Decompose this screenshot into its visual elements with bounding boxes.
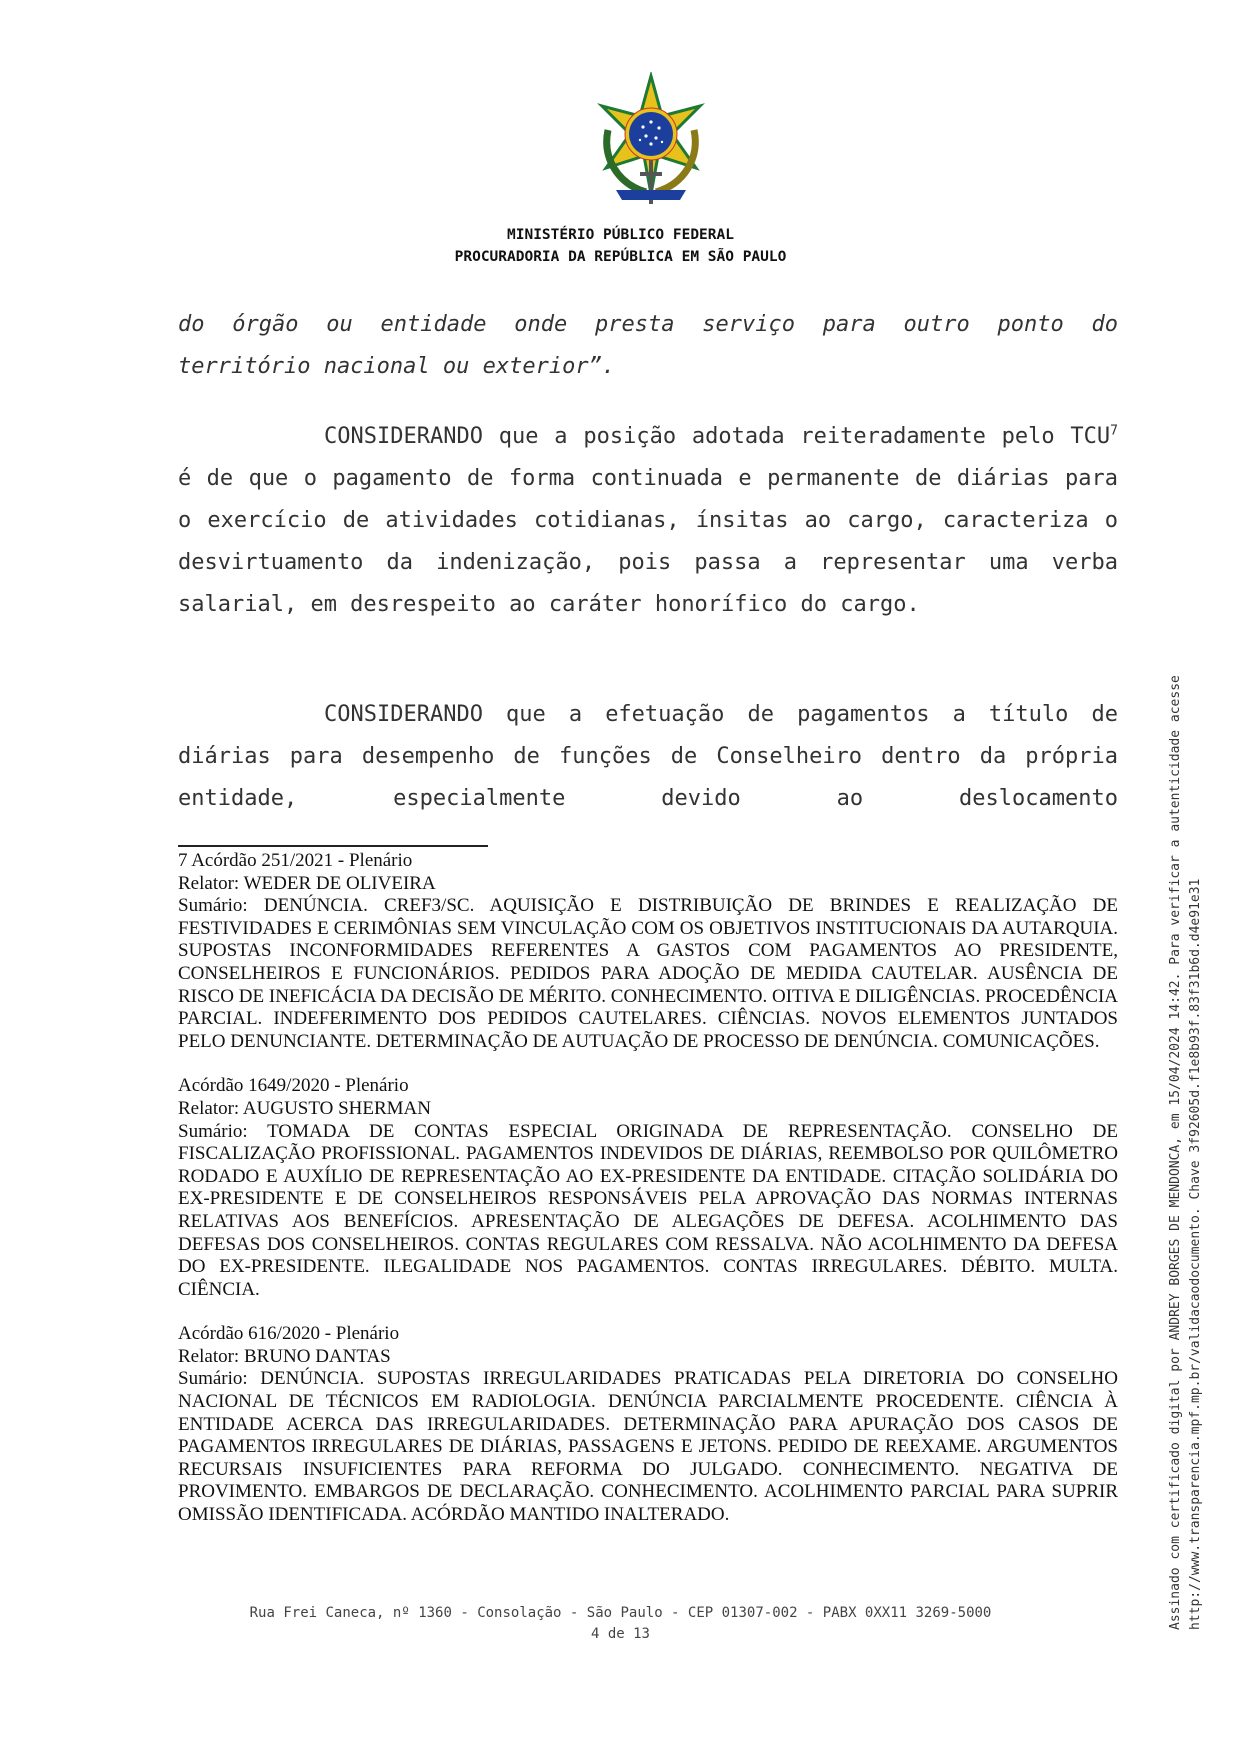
footnote-title: Acórdão 616/2020 - Plenário xyxy=(178,1323,400,1345)
paragraph-text: CONSIDERANDO que a posição adotada reiteradamente pelo TCU xyxy=(324,424,1111,449)
footnote-relator: Relator: WEDER DE OLIVEIRA xyxy=(178,872,436,894)
quote-continuation: do órgão ou entidade onde presta serviço para outro ponto do território nacional ou exterior”. xyxy=(178,312,1118,379)
footnotes xyxy=(178,850,1118,1549)
brazil-coat-of-arms-icon xyxy=(588,72,714,210)
footnote-title: 7 Acórdão 251/2021 - Plenário xyxy=(178,850,413,871)
footnote-divider xyxy=(178,845,488,847)
footnote-item xyxy=(178,1323,1118,1526)
header-procuradoria: PROCURADORIA DA REPÚBLICA EM SÃO PAULO xyxy=(454,249,787,265)
signature-line-2: http://www.transparencia.mpf.mp.br/validacaodocumento. Chave 3f92605d.f1e8b93f.83f31b6d.d4e91e31 xyxy=(1188,878,1203,1630)
footnote-item xyxy=(178,1075,1118,1301)
footnote-summary: Sumário: DENÚNCIA. CREF3/SC. AQUISIÇÃO E DISTRIBUIÇÃO DE BRINDES E REALIZAÇÃO DE FESTIVIDADES E CERIMÔNIAS SEM VINCULAÇÃO COM OS OBJETIVOS INSTITUCIONAIS DA AUTARQUIA. SUPOSTAS INCONFORMIDADES REFERENTES A GASTOS COM PAGAMENTOS AO PRESIDENTE, CONSELHEIROS E FUNCIONÁRIOS. PEDIDOS PARA ADOÇÃO DE MEDIDA CAUTELAR. AUSÊNCIA DE RISCO DE INEFICÁCIA DA DECISÃO DE MÉRITO. CONHECIMENTO. OITIVA E DILIGÊNCIAS. PROCEDÊNCIA PARCIAL. INDEFERIMENTO DOS PEDIDOS CAUTELARES. CIÊNCIAS. NOVOS ELEMENTOS JUNTADOS PELO DENUNCIANTE. DETERMINAÇÃO DE AUTUAÇÃO DE PROCESSO DE DENÚNCIA. COMUNICAÇÕES. xyxy=(178,895,1118,1052)
footnote-summary: Sumário: DENÚNCIA. SUPOSTAS IRREGULARIDADES PRATICADAS PELA DIRETORIA DO CONSELHO NACIONAL DE TÉCNICOS EM RADIOLOGIA. DENÚNCIA PARCIALMENTE PROCEDENTE. CIÊNCIA À ENTIDADE ACERCA DAS IRREGULARIDADES. DETERMINAÇÃO PARA APURAÇÃO DOS CASOS DE PAGAMENTOS IRREGULARES DE DIÁRIAS, PASSAGENS E JETONS. PEDIDO DE REEXAME. ARGUMENTOS RECURSAIS INSUFICIENTES PARA REFORMA DO JULGADO. CONHECIMENTO. NEGATIVA DE PROVIMENTO. EMBARGOS DE DECLARAÇÃO. CONHECIMENTO. ACOLHIMENTO PARCIAL PARA SUPRIR OMISSÃO IDENTIFICADA. ACÓRDÃO MANTIDO INALTERADO. xyxy=(178,1368,1118,1526)
paragraph-text: é de que o pagamento de forma continuada e permanente de diárias para o exercício de atividades cotidianas, ínsitas ao cargo, caracteriza o desvirtuamento da indenização, pois passa a representar uma verba salarial, em desrespeito ao caráter honorífico do cargo. xyxy=(178,466,1118,617)
digital-signature-stamp xyxy=(1166,360,1212,1630)
signature-line-1: Assinado com certificado digital por ANDREY BORGES DE MENDONCA, em 15/04/2024 14:42. Para verificar a autenticidade acesse xyxy=(1168,675,1183,1630)
footnote-reference: 7 xyxy=(1110,423,1118,439)
footnote-item xyxy=(178,850,1118,1053)
footnote-relator: Relator: AUGUSTO SHERMAN xyxy=(178,1097,431,1119)
page-number: 4 de 13 xyxy=(590,1626,650,1642)
header-ministry: MINISTÉRIO PÚBLICO FEDERAL xyxy=(507,227,734,243)
footer-address: Rua Frei Caneca, nº 1360 - Consolação - São Paulo - CEP 01307-002 - PABX 0XX11 3269-5000 xyxy=(249,1605,992,1621)
footnote-relator: Relator: BRUNO DANTAS xyxy=(178,1345,391,1367)
paragraph-considerando-2: CONSIDERANDO que a efetuação de pagamentos a título de diárias para desempenho de funções de Conselheiro dentro da própria entidade, especialmente devido ao deslocamento xyxy=(178,702,1118,811)
footnote-title: Acórdão 1649/2020 - Plenário xyxy=(178,1075,409,1097)
paragraph-considerando-1 xyxy=(178,416,1118,626)
footnote-summary: Sumário: TOMADA DE CONTAS ESPECIAL ORIGINADA DE REPRESENTAÇÃO. CONSELHO DE FISCALIZAÇÃO PROFISSIONAL. PAGAMENTOS INDEVIDOS DE DIÁRIAS, REEMBOLSO POR QUILÔMETRO RODADO E AUXÍLIO DE REPRESENTAÇÃO AO EX-PRESIDENTE DA ENTIDADE. CITAÇÃO SOLIDÁRIA DO EX-PRESIDENTE E DE CONSELHEIROS RESPONSÁVEIS PELA APROVAÇÃO DAS NORMAS INTERNAS RELATIVAS AOS BENEFÍCIOS. APRESENTAÇÃO DE ALEGAÇÕES DE DEFESA. ACOLHIMENTO DAS DEFESAS DOS CONSELHEIROS. CONTAS REGULARES COM RESSALVA. NÃO ACOLHIMENTO DA DEFESA DO EX-PRESIDENTE. ILEGALIDADE NOS PAGAMENTOS. CONTAS IRREGULARES. DÉBITO. MULTA. CIÊNCIA. xyxy=(178,1120,1118,1300)
